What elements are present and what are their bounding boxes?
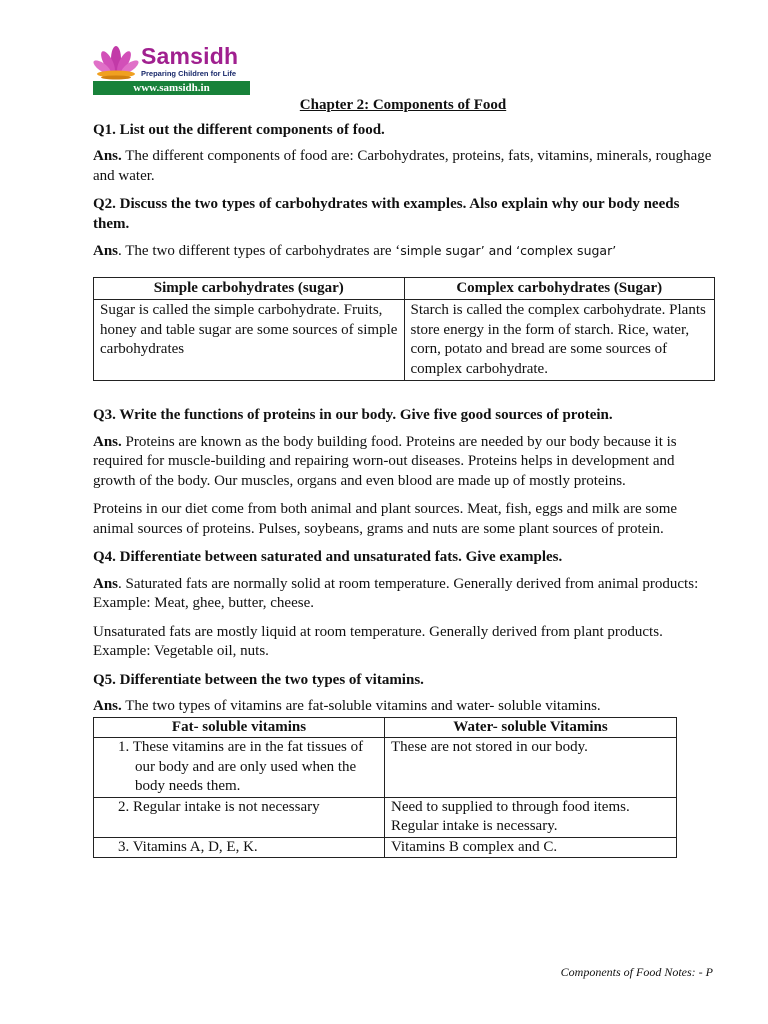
q2-answer bbox=[93, 241, 713, 262]
table-row bbox=[94, 797, 677, 837]
logo-url: www.samsidh.in bbox=[93, 81, 250, 95]
lotus-icon bbox=[93, 42, 139, 82]
q2-term-complex: complex sugar bbox=[520, 243, 613, 258]
chapter-title: Chapter 2: Components of Food bbox=[299, 97, 507, 113]
q2-answer-mid: ’ and ‘ bbox=[480, 243, 521, 258]
page-footer: Components of Food Notes: - P bbox=[560, 965, 713, 979]
q2-answer-post: ’ bbox=[612, 243, 617, 258]
carbohydrates-table bbox=[93, 277, 715, 382]
q4-answer bbox=[93, 575, 713, 614]
table-cell: Need to supplied to through food items. Regular intake is necessary. bbox=[385, 797, 677, 837]
q2-answer-pre: . The two different types of carbohydrates are ‘ bbox=[118, 243, 401, 259]
table-row bbox=[94, 300, 715, 381]
table-cell bbox=[94, 738, 385, 798]
q3-question: Q3. Write the functions of proteins in our body. Give five good sources of protein. bbox=[93, 407, 613, 423]
q4-question: Q4. Differentiate between saturated and unsaturated fats. Give examples. bbox=[93, 549, 563, 565]
q5-answer-text: The two types of vitamins are fat-soluble vitamins and water- soluble vitamins. bbox=[121, 698, 601, 714]
q2-term-simple: simple sugar bbox=[400, 243, 481, 258]
q1-answer-text: The different components of food are: Carbohydrates, proteins, fats, vitamins, minerals, roughage and water. bbox=[93, 148, 712, 184]
q2-question: Q2. Discuss the two types of carbohydrates with examples. Also explain why our body needs them. bbox=[93, 196, 680, 232]
table-header-cell: Fat- soluble vitamins bbox=[94, 717, 385, 738]
list-item: 1. These vitamins are in the fat tissues of our body and are only used when the body needs them. bbox=[118, 739, 364, 794]
table-header-cell: Water- soluble Vitamins bbox=[385, 717, 677, 738]
vitamins-table bbox=[93, 717, 677, 859]
table-header-row bbox=[94, 277, 715, 300]
table-header-cell: Complex carbohydrates (Sugar) bbox=[404, 277, 715, 300]
q3-ans-label: Ans. bbox=[93, 433, 122, 450]
q1-ans-label: Ans. bbox=[93, 148, 122, 164]
q4-answer-text: . Saturated fats are normally solid at room temperature. Generally derived from animal products: Example: Meat, ghee, butter, cheese. bbox=[93, 575, 699, 611]
table-row bbox=[94, 738, 677, 798]
list-item: 2. Regular intake is not necessary bbox=[118, 798, 320, 815]
q1-question: Q1. List out the different components of food. bbox=[93, 121, 385, 138]
q4-ans-label: Ans bbox=[93, 575, 119, 592]
table-row bbox=[94, 837, 677, 858]
table-cell: Vitamins B complex and C. bbox=[385, 837, 677, 858]
document-body bbox=[93, 96, 713, 858]
q3-answer-text: Proteins are known as the body building food. Proteins are needed by our body because it is required for muscle-building and repairing worn-out diseases. Proteins helps in development and growth of the body. Our muscles, organs and even blood are made up of mostly proteins. bbox=[93, 433, 677, 489]
table-cell: Starch is called the complex carbohydrate. Plants store energy in the form of starch. Rice, water, corn, potato and bread are some sources of complex carbohydrate. bbox=[404, 300, 715, 381]
table-cell: These are not stored in our body. bbox=[385, 738, 677, 798]
q5-ans-label: Ans. bbox=[93, 698, 122, 714]
table-cell bbox=[94, 797, 385, 837]
q4-paragraph-2: Unsaturated fats are mostly liquid at room temperature. Generally derived from plant products. Example: Vegetable oil, nuts. bbox=[93, 623, 663, 659]
q5-answer bbox=[93, 697, 713, 717]
table-cell bbox=[94, 837, 385, 858]
q3-answer bbox=[93, 433, 713, 492]
table-cell: Sugar is called the simple carbohydrate. Fruits, honey and table sugar are some sources of simple carbohydrates bbox=[94, 300, 405, 381]
q5-question: Q5. Differentiate between the two types of vitamins. bbox=[93, 671, 424, 688]
q2-ans-label: Ans bbox=[93, 243, 119, 259]
samsidh-logo bbox=[93, 42, 253, 97]
q1-answer bbox=[93, 147, 713, 186]
logo-name: Samsidh bbox=[141, 43, 239, 69]
table-header-row bbox=[94, 717, 677, 738]
list-item: 3. Vitamins A, D, E, K. bbox=[118, 838, 258, 855]
table-header-cell: Simple carbohydrates (sugar) bbox=[94, 277, 405, 300]
q3-paragraph-2: Proteins in our diet come from both animal and plant sources. Meat, fish, eggs and milk are some animal sources of proteins. Pulses, soybeans, grams and nuts are some plant sources of protein. bbox=[93, 501, 678, 537]
logo-tagline: Preparing Children for Life bbox=[141, 69, 237, 78]
